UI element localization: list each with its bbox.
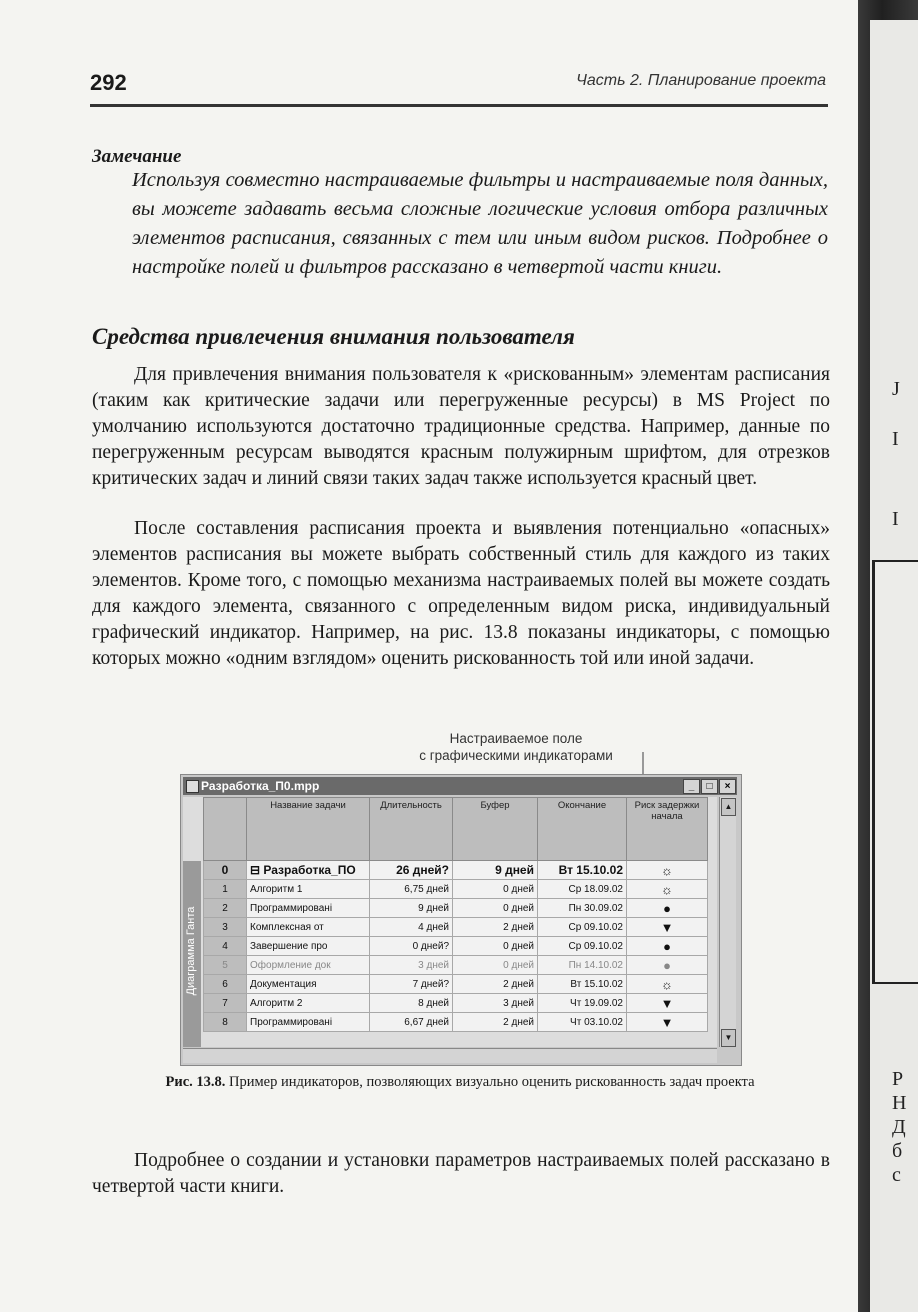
task-finish[interactable]: Пн 30.09.02 — [538, 899, 627, 918]
task-finish[interactable]: Вт 15.10.02 — [538, 861, 627, 880]
task-finish[interactable]: Ср 09.10.02 — [538, 937, 627, 956]
table-row[interactable] — [204, 956, 708, 975]
table-row[interactable] — [204, 975, 708, 994]
table-row[interactable] — [204, 861, 708, 880]
task-name[interactable]: Алгоритм 1 — [247, 880, 370, 899]
column-header[interactable]: Длительность — [370, 798, 453, 861]
task-buffer[interactable]: 2 дней — [453, 918, 538, 937]
scroll-down-arrow[interactable]: ▼ — [721, 1029, 736, 1047]
facing-page-box — [872, 560, 918, 984]
running-head: Часть 2. Планирование проекта — [576, 72, 826, 89]
risk-indicator-icon: ● — [627, 937, 708, 956]
figure-callout — [400, 730, 632, 764]
paragraph: После составления расписания проекта и выявления потенциально «опасных» элементов расписания вы можете выбрать собственный стиль для каждого из таких элементов. Кроме того, с помощью механизма настраиваемых полей вы можете создать для каждого элемента, связанного с определенным видом риска, индивидуальный графический индикатор. Например, на рис. 13.8 показаны индикаторы, с помощью которых можно «одним взглядом» оценить рискованность той или иной задачи. — [92, 518, 830, 669]
task-duration[interactable]: 7 дней? — [370, 975, 453, 994]
facing-page-edge — [858, 0, 918, 1312]
task-duration[interactable]: 4 дней — [370, 918, 453, 937]
edge-letter: б — [892, 1140, 903, 1162]
task-finish[interactable]: Чт 19.09.02 — [538, 994, 627, 1013]
edge-letter: P — [892, 1068, 904, 1090]
row-id[interactable]: 0 — [204, 861, 247, 880]
row-id[interactable]: 2 — [204, 899, 247, 918]
task-buffer[interactable]: 0 дней — [453, 880, 538, 899]
task-buffer[interactable]: 2 дней — [453, 1013, 538, 1032]
task-finish[interactable]: Вт 15.10.02 — [538, 975, 627, 994]
task-table — [203, 797, 708, 1032]
row-id[interactable]: 8 — [204, 1013, 247, 1032]
column-header[interactable]: Буфер — [453, 798, 538, 861]
risk-indicator-icon: ☼ — [627, 880, 708, 899]
window-titlebar — [183, 777, 737, 795]
row-id[interactable]: 7 — [204, 994, 247, 1013]
scroll-up-arrow[interactable]: ▲ — [721, 798, 736, 816]
caption-text: Пример индикаторов, позволяющих визуально оценить рискованность задач проекта — [229, 1074, 755, 1090]
page-header — [90, 64, 828, 107]
horizontal-scrollbar[interactable] — [183, 1048, 717, 1063]
edge-letter: с — [892, 1164, 901, 1186]
task-duration[interactable]: 9 дней — [370, 899, 453, 918]
row-id[interactable]: 5 — [204, 956, 247, 975]
column-header[interactable]: Окончание — [538, 798, 627, 861]
task-name[interactable]: Алгоритм 2 — [247, 994, 370, 1013]
task-duration[interactable]: 6,75 дней — [370, 880, 453, 899]
task-name[interactable]: ⊟ Разработка_ПО — [247, 861, 370, 880]
window-title: Разработка_П0.mpp — [201, 779, 320, 793]
row-id[interactable]: 6 — [204, 975, 247, 994]
vertical-scrollbar[interactable] — [719, 797, 736, 1047]
task-name[interactable]: Программировані — [247, 1013, 370, 1032]
task-buffer[interactable]: 2 дней — [453, 975, 538, 994]
column-header[interactable]: Риск задержки начала — [627, 798, 708, 861]
task-finish[interactable]: Ср 18.09.02 — [538, 880, 627, 899]
risk-indicator-icon: ▼ — [627, 994, 708, 1013]
risk-indicator-icon: ▼ — [627, 1013, 708, 1032]
task-buffer[interactable]: 3 дней — [453, 994, 538, 1013]
task-duration[interactable]: 3 дней — [370, 956, 453, 975]
project-window — [180, 774, 742, 1066]
paragraph: Для привлечения внимания пользователя к «рискованным» элементам расписания (таким как критические задачи или перегруженные ресурсы) в MS Project по умолчанию используются достаточно традиционные средства. Например, данные по перегруженным ресурсам выводятся красным полужирным шрифтом, для отрезков критических задач и линий связи таких задач также используется красный цвет. — [92, 364, 830, 489]
edge-letter: Д — [892, 1116, 906, 1138]
callout-line: Настраиваемое поле — [449, 731, 583, 746]
task-finish[interactable]: Пн 14.10.02 — [538, 956, 627, 975]
risk-indicator-icon: ● — [627, 899, 708, 918]
risk-indicator-icon: ☼ — [627, 861, 708, 880]
risk-indicator-icon: ☼ — [627, 975, 708, 994]
note-body: Используя совместно настраиваемые фильтры и настраиваемые поля данных, вы можете задавать весьма сложные логические условия отбора различных элементов расписания, связанных с тем или иным видом рисков. Подробнее о настройке полей и фильтров рассказано в четвертой части книги. — [132, 169, 828, 278]
task-finish[interactable]: Чт 03.10.02 — [538, 1013, 627, 1032]
edge-letter: I — [892, 508, 899, 530]
edge-letter: I — [892, 428, 899, 450]
task-name[interactable]: Комплексная от — [247, 918, 370, 937]
column-header[interactable]: Название задачи — [247, 798, 370, 861]
table-row[interactable] — [204, 937, 708, 956]
edge-letter: J — [892, 378, 900, 400]
task-buffer[interactable]: 9 дней — [453, 861, 538, 880]
callout-line: с графическими индикаторами — [419, 748, 613, 763]
task-duration[interactable]: 8 дней — [370, 994, 453, 1013]
task-name[interactable]: Оформление док — [247, 956, 370, 975]
paragraph: Подробнее о создании и установки параметров настраиваемых полей рассказано в четвертой части книги. — [92, 1150, 830, 1197]
table-row[interactable] — [204, 918, 708, 937]
row-id[interactable]: 4 — [204, 937, 247, 956]
task-finish[interactable]: Ср 09.10.02 — [538, 918, 627, 937]
table-row[interactable] — [204, 1013, 708, 1032]
rownum-header — [204, 798, 247, 861]
table-row[interactable] — [204, 899, 708, 918]
task-buffer[interactable]: 0 дней — [453, 956, 538, 975]
grid-area — [183, 797, 717, 1047]
task-buffer[interactable]: 0 дней — [453, 937, 538, 956]
row-id[interactable]: 1 — [204, 880, 247, 899]
section-title: Средства привлечения внимания пользователя — [92, 324, 575, 349]
table-row[interactable] — [204, 880, 708, 899]
view-bar[interactable] — [183, 861, 201, 1047]
task-buffer[interactable]: 0 дней — [453, 899, 538, 918]
task-duration[interactable]: 6,67 дней — [370, 1013, 453, 1032]
edge-letter: H — [892, 1092, 907, 1114]
view-bar-label: Диаграмма Ганта — [185, 906, 197, 996]
document-icon — [186, 780, 199, 793]
page-number: 292 — [90, 70, 127, 95]
risk-indicator-icon: ● — [627, 956, 708, 975]
task-name[interactable]: Завершение про — [247, 937, 370, 956]
note-title: Замечание — [92, 146, 182, 167]
minimize-button[interactable]: _ — [683, 779, 700, 794]
caption-label: Рис. 13.8. — [165, 1074, 226, 1090]
risk-indicator-icon: ▼ — [627, 918, 708, 937]
table-row[interactable] — [204, 994, 708, 1013]
close-button[interactable]: × — [719, 779, 736, 794]
task-name[interactable]: Программировані — [247, 899, 370, 918]
row-id[interactable]: 3 — [204, 918, 247, 937]
task-name[interactable]: Документация — [247, 975, 370, 994]
maximize-button[interactable]: □ — [701, 779, 718, 794]
task-duration[interactable]: 0 дней? — [370, 937, 453, 956]
task-duration[interactable]: 26 дней? — [370, 861, 453, 880]
figure-caption — [150, 1072, 770, 1092]
